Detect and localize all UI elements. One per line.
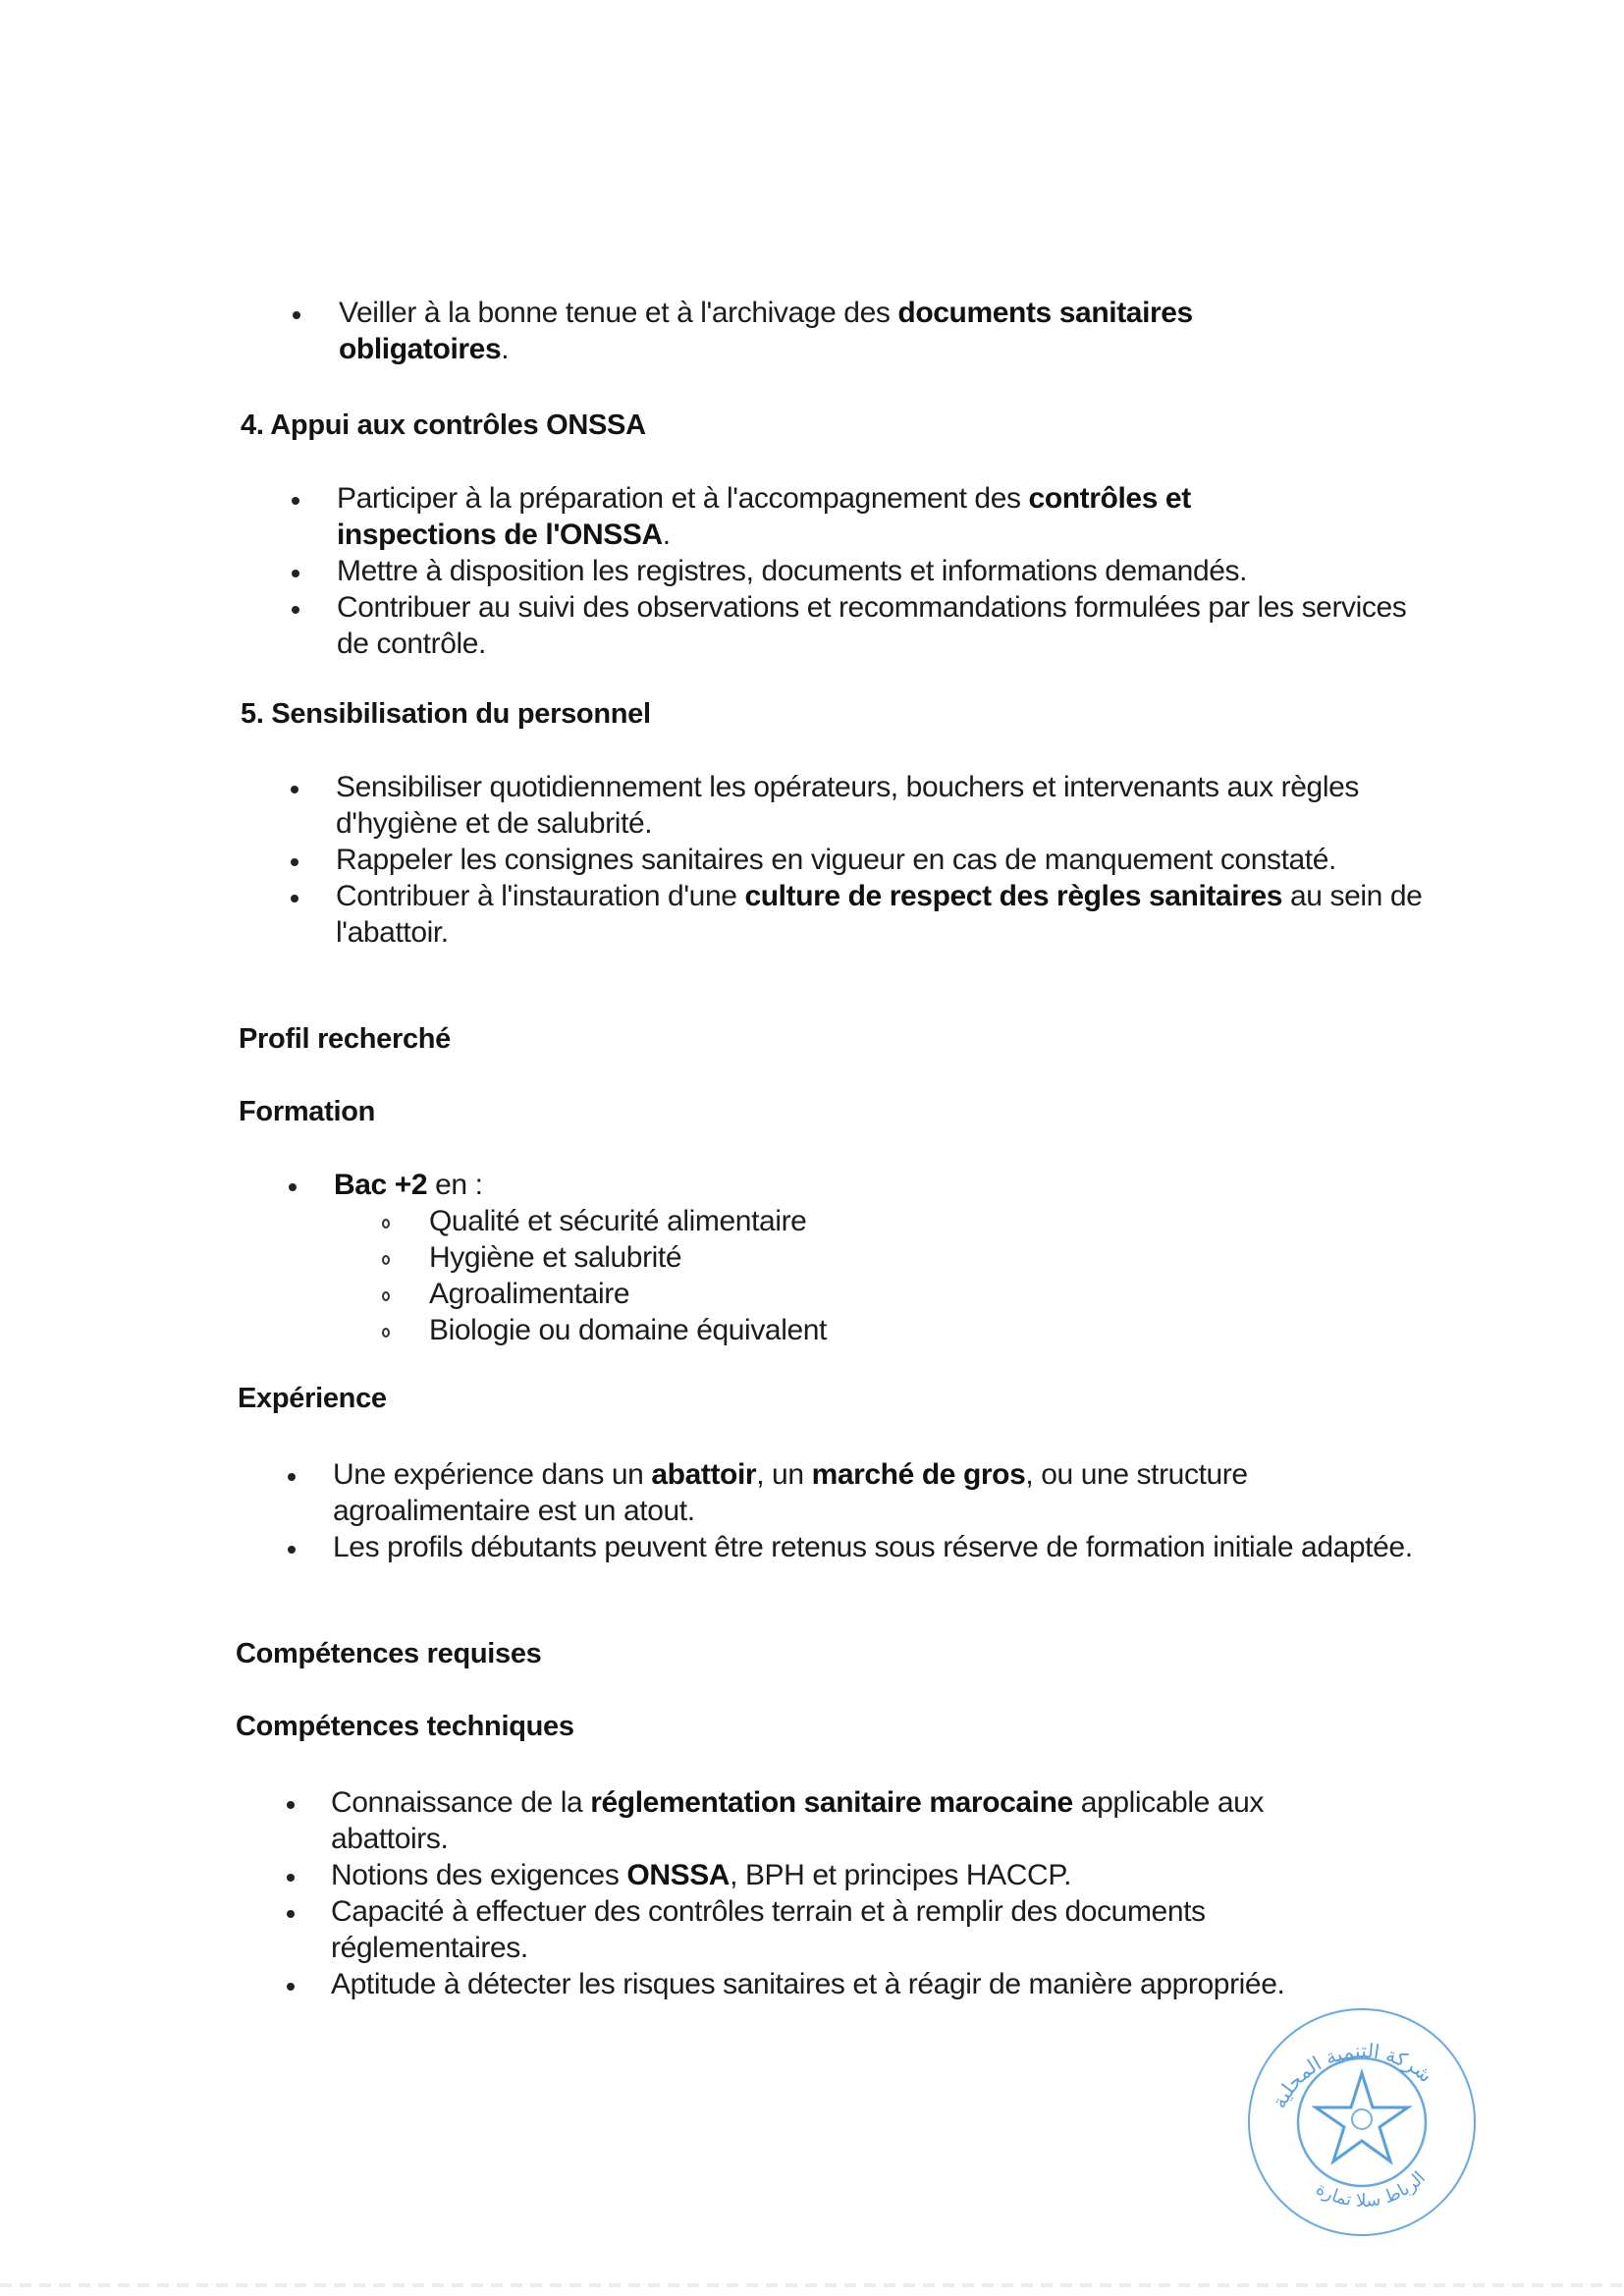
item-bold-text: documents sanitaires obligatoires	[339, 297, 1193, 365]
item-text: Sensibiliser quotidiennement les opérateurs, bouchers et intervenants aux règles d'hygiène et de salubrité.	[336, 771, 1359, 840]
item-text: en :	[427, 1169, 483, 1201]
skills-heading: Compétences requises	[236, 1638, 542, 1669]
technical-skills-list	[0, 1784, 1624, 2002]
item-text: .	[662, 519, 671, 551]
item-text: Mettre à disposition les registres, documents et informations demandés.	[337, 555, 1248, 587]
item-bold-text: Bac +2	[334, 1169, 428, 1201]
bullet-icon	[292, 606, 299, 614]
bullet-icon	[292, 497, 299, 505]
section-heading: 5. Sensibilisation du personnel	[241, 698, 651, 730]
bullet-icon	[287, 1910, 295, 1918]
item-bold-text: réglementation sanitaire marocaine	[590, 1786, 1073, 1819]
list-item	[0, 1857, 1411, 1893]
item-text: Rappeler les consignes sanitaires en vigueur en cas de manquement constaté.	[336, 844, 1336, 876]
item-text: , un	[756, 1458, 812, 1491]
bullet-icon	[291, 895, 298, 902]
sub-list-item	[0, 1312, 1313, 1348]
item-text: , ou une structure agroalimentaire est un atout.	[333, 1458, 1248, 1527]
item-text: Aptitude à détecter les risques sanitaires et à réagir de manière appropriée.	[331, 1968, 1285, 2000]
bullet-icon	[293, 311, 300, 319]
official-stamp-icon	[1239, 1999, 1485, 2245]
list-item	[0, 1167, 1218, 1203]
item-text: Agroalimentaire	[429, 1278, 630, 1310]
section3-list	[0, 295, 1624, 367]
bullet-icon	[289, 1183, 297, 1191]
hollow-bullet-icon	[382, 1255, 390, 1265]
item-text: Contribuer au suivi des observations et recommandations formulées par les services de contrôle.	[337, 591, 1407, 660]
list-item	[0, 480, 1319, 553]
bullet-icon	[288, 1546, 296, 1554]
list-item	[0, 769, 1396, 842]
formation-heading: Formation	[239, 1096, 376, 1127]
section-heading: 4. Appui aux contrôles ONSSA	[241, 410, 646, 441]
item-text: Connaissance de la	[331, 1786, 591, 1819]
item-text: Les profils débutants peuvent être retenus sous réserve de formation initiale adaptée.	[333, 1531, 1413, 1563]
bullet-icon	[287, 1874, 295, 1882]
profile-heading: Profil recherché	[239, 1023, 452, 1055]
bullet-icon	[288, 1473, 296, 1481]
hollow-bullet-icon	[382, 1219, 390, 1229]
technical-skills-heading: Compétences techniques	[236, 1711, 574, 1742]
star-icon	[1316, 2073, 1408, 2161]
list-item	[0, 1784, 1381, 1857]
item-bold-text: contrôles et inspections de l'ONSSA	[337, 482, 1191, 551]
item-text: Une expérience dans un	[333, 1458, 652, 1491]
item-text: , BPH et principes HACCP.	[730, 1859, 1071, 1891]
item-bold-text: abattoir	[651, 1458, 757, 1491]
list-item	[0, 1456, 1364, 1529]
item-text: Capacité à effectuer des contrôles terrain et à remplir des documents réglementaires.	[331, 1895, 1206, 1964]
experience-heading: Expérience	[238, 1383, 387, 1414]
stamp-text-top: شركة التنمية المحلية	[1267, 2039, 1437, 2112]
item-text: .	[501, 333, 510, 365]
item-text: Veiller à la bonne tenue et à l'archivage des	[339, 297, 898, 329]
bullet-icon	[287, 1801, 295, 1809]
list-item	[0, 589, 1417, 662]
item-bold-text: ONSSA	[626, 1859, 731, 1891]
item-text: Biologie ou domaine équivalent	[429, 1314, 827, 1346]
scan-artifact	[0, 2283, 1624, 2287]
item-text: applicable aux abattoirs.	[331, 1786, 1264, 1855]
item-text: Participer à la préparation et à l'accompagnement des	[337, 482, 1029, 515]
bullet-icon	[292, 570, 299, 577]
sub-list-item	[0, 1239, 1313, 1276]
item-text: Hygiène et salubrité	[429, 1241, 682, 1274]
sub-list-item	[0, 1276, 1313, 1312]
item-bold-text: culture de respect des règles sanitaires	[744, 880, 1283, 912]
list-item	[0, 1893, 1352, 1966]
item-bold-text: marché de gros	[811, 1458, 1026, 1491]
hollow-bullet-icon	[382, 1291, 390, 1301]
hollow-bullet-icon	[382, 1328, 390, 1338]
sub-list-item	[0, 1203, 1313, 1239]
bullet-icon	[287, 1983, 295, 1991]
list-item	[0, 1529, 1413, 1565]
stamp-text-bottom: الرباط سلا تمارة	[1312, 2167, 1430, 2212]
list-item	[0, 553, 1417, 589]
section4-list	[0, 480, 1624, 662]
list-item	[0, 842, 1337, 878]
list-item	[0, 878, 1426, 951]
section5-list	[0, 769, 1624, 951]
bullet-icon	[291, 786, 298, 793]
bullet-icon	[291, 858, 298, 866]
list-item	[0, 295, 1291, 367]
experience-list	[0, 1456, 1624, 1565]
item-text: Contribuer à l'instauration d'une	[336, 880, 745, 912]
item-text: Qualité et sécurité alimentaire	[429, 1205, 807, 1237]
list-item	[0, 1966, 1470, 2002]
item-text: au sein de l'abattoir.	[336, 880, 1423, 949]
item-text: Notions des exigences	[331, 1859, 627, 1891]
formation-list	[0, 1167, 1624, 1348]
